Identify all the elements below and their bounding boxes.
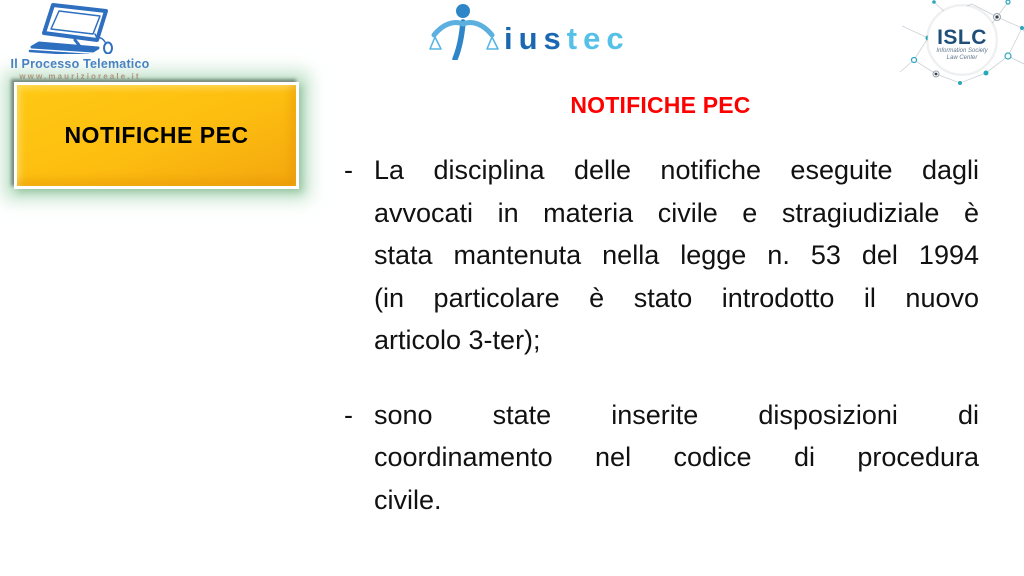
- iustec-text-light: tec: [566, 20, 630, 56]
- processo-telematico-url: www.maurizioreale.it: [19, 72, 141, 81]
- notifiche-pec-box-label: NOTIFICHE PEC: [64, 122, 249, 148]
- iustec-logo: [428, 4, 630, 62]
- iustec-wordmark: [504, 20, 630, 56]
- bullet-line: articolo 3-ter);: [374, 325, 541, 355]
- islc-subtitle-line1: Information Society: [936, 48, 988, 54]
- bullet-line: avvocati in materia civile e stragiudiziale è: [374, 197, 979, 228]
- bullet-line: sono state inserite disposizioni di: [374, 399, 979, 430]
- bullet-dash-marker: -: [344, 155, 353, 185]
- slide-title: NOTIFICHE PEC: [570, 92, 751, 118]
- processo-telematico-logo: [4, 2, 156, 81]
- islc-logo: [900, 0, 1024, 88]
- islc-subtitle-line2: Law Center: [946, 55, 978, 61]
- bullet-line: coordinamento nel codice di procedura: [374, 442, 979, 472]
- bullet-paragraph: [342, 149, 979, 362]
- iustec-text-dark: ius: [504, 20, 567, 56]
- bullet-line: civile.: [374, 484, 442, 515]
- bullet-line: (in particolare è stato introdotto il nuovo: [374, 282, 979, 313]
- islc-acronym: ISLC: [937, 26, 987, 49]
- slide-body: [342, 149, 979, 521]
- bullet-dash-marker: -: [344, 399, 353, 430]
- bullet-paragraph: [342, 394, 979, 522]
- computer-with-mouse-icon: [5, 41, 155, 58]
- person-with-scales-icon: [428, 2, 502, 65]
- processo-telematico-title: Il Processo Telematico: [10, 57, 150, 71]
- bullet-line: La disciplina delle notifiche eseguite dagli: [374, 155, 979, 185]
- notifiche-pec-box: [14, 82, 299, 189]
- bullet-line: stata mantenuta nella legge n. 53 del 1994: [374, 240, 979, 270]
